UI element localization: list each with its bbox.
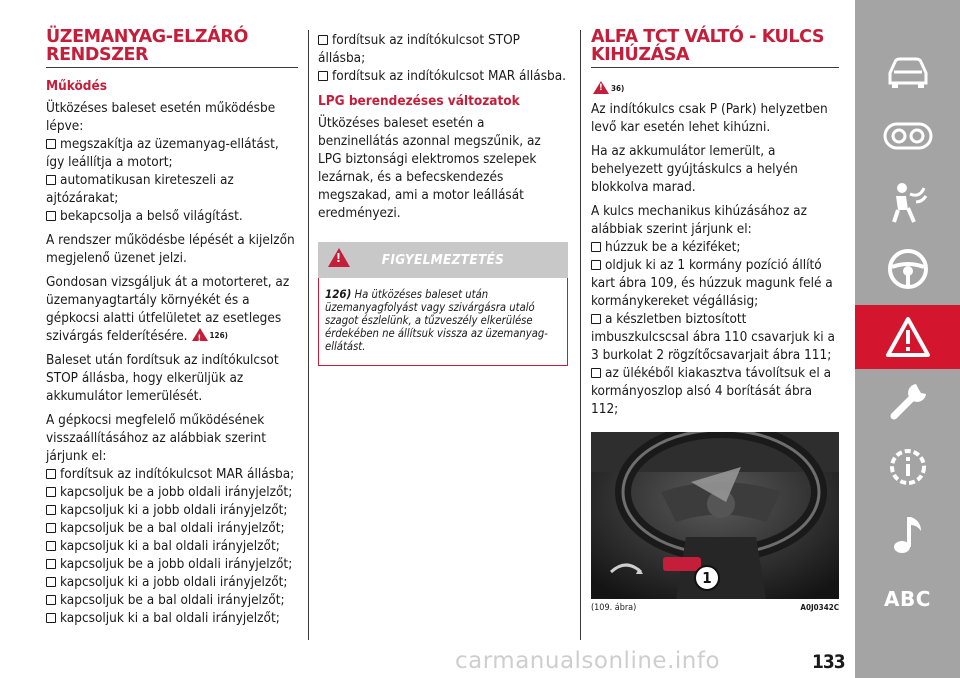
paragraph-park: Az indítókulcs csak P (Park) helyzetben levő kar esetén lehet kihúzni. — [591, 101, 828, 135]
list-item — [46, 519, 298, 537]
list-item-text: oldjuk ki az 1 kormány pozíció állító kart ábra 109, és húzzuk magunk felé a kormánykereket végállásig; — [591, 257, 833, 309]
figure-marker-1 — [694, 565, 720, 591]
checkbox-bullet-icon — [46, 577, 56, 587]
column-fuel-cutoff — [46, 28, 298, 633]
sidebar-item-driving[interactable] — [855, 238, 960, 300]
list-item-text: kapcsoljuk be a bal oldali irányjelzőt; — [60, 520, 285, 536]
list-item-text: fordítsuk az indítókulcsot MAR állásba. — [332, 68, 567, 84]
list-item-text: kapcsoljuk ki a bal oldali irányjelzőt; — [60, 610, 280, 626]
checkbox-bullet-icon — [46, 541, 56, 551]
column-divider — [308, 30, 309, 640]
reference-row — [591, 78, 839, 94]
car-icon — [886, 55, 930, 89]
warning-ref[interactable]: 36) — [611, 84, 625, 93]
checkbox-bullet-icon — [318, 71, 328, 81]
checkbox-bullet-icon — [591, 242, 601, 252]
list-item-text: kapcsoljuk be a jobb oldali irányjelzőt; — [60, 556, 293, 572]
checkbox-bullet-icon — [46, 613, 56, 623]
list-item — [46, 483, 298, 501]
list-item-text: a készletben biztosított imbuszkulcscsal ábra 110 csavarjuk ki a 3 burkolat 2 rögzítőcsavarjait ábra 111; — [591, 311, 835, 363]
list-item — [591, 364, 839, 418]
list-item-text: megszakítja az üzemanyag-ellátást, így leállítja a motort; — [46, 136, 279, 170]
list-item-text: automatikusan kireteszeli az ajtózárakat; — [46, 172, 234, 206]
list-item — [46, 591, 298, 609]
list-item — [46, 573, 298, 591]
list-item-text: fordítsuk az indítókulcsot STOP állásba; — [318, 32, 520, 66]
list-item-text: fordítsuk az indítókulcsot MAR állásba; — [60, 466, 295, 482]
restore-steps-continued — [318, 31, 568, 85]
watermark: carmanualsonline.info — [455, 648, 721, 674]
warning-box — [318, 242, 568, 366]
checkbox-bullet-icon — [46, 139, 56, 149]
sidebar-item-multimedia[interactable] — [855, 505, 960, 563]
inspect-text: Gondosan vizsgáljuk át a motorteret, az üzemanyagtartály környékét és a gépkocsi alatti útfelületet az esetleges szivárgás felderítésére. — [46, 274, 290, 344]
column-tct-key — [591, 28, 839, 613]
paragraph-battery: Ha az akkumulátor lemerült, a behelyezett gyújtáskulcs a helyén blokkolva marad. — [591, 143, 798, 195]
sidebar-item-maintenance[interactable] — [855, 372, 960, 432]
subheading-operation: Működés — [46, 78, 107, 94]
list-item-text: húzzuk be a kéziféket; — [605, 239, 741, 255]
list-item — [46, 135, 298, 171]
restore-steps-list — [46, 465, 298, 627]
seatbelt-person-icon — [886, 180, 930, 224]
paragraph-restore: A gépkocsi megfelelő működésének visszaállításához az alábbiak szerint járjunk el: — [46, 412, 266, 464]
paragraph-display-message: A rendszer működésbe lépését a kijelzőn megjelenő üzenet jelzi. — [46, 232, 295, 266]
sidebar-item-dashboard[interactable] — [855, 108, 960, 164]
section-title-fuel-cutoff: ÜZEMANYAG-ELZÁRÓ RENDSZER — [46, 28, 298, 68]
figure-caption: (109. ábra) — [591, 603, 637, 613]
sidebar-item-safety[interactable] — [855, 172, 960, 232]
warning-triangle-icon — [885, 316, 931, 358]
action-list — [46, 135, 298, 225]
list-item — [46, 501, 298, 519]
checkbox-bullet-icon — [46, 523, 56, 533]
figure-caption-row — [591, 603, 839, 613]
checkbox-bullet-icon — [591, 260, 601, 270]
checkbox-bullet-icon — [46, 505, 56, 515]
section-title-tct: ALFA TCT VÁLTÓ - KULCS KIHÚZÁSA — [591, 28, 839, 68]
warning-text: Ha ütközéses baleset után üzemanyagfolyást vagy szivárgásra utaló szagot észlelünk, a tűzveszély elkerülése érdekében ne állítsuk vissza az üzemanyag-ellátást. — [325, 288, 548, 353]
checkbox-bullet-icon — [46, 211, 56, 221]
column-divider — [580, 30, 581, 640]
warning-triangle-icon — [192, 328, 208, 341]
paragraph-lpg: Ütközéses baleset esetén a benzinellátás azonnal megszűnik, az LPG biztonsági elektromos szelepek lezárnak, és a befecskendezés megszakad, ami a motor leállását eredményezi. — [318, 115, 541, 221]
figure-code: A0J0342C — [800, 603, 839, 612]
list-item-text: kapcsoljuk ki a jobb oldali irányjelzőt; — [60, 574, 288, 590]
list-item — [46, 609, 298, 627]
list-item — [46, 171, 298, 207]
index-label: ABC — [884, 587, 931, 611]
list-item — [318, 31, 568, 67]
list-item — [591, 238, 839, 256]
list-item-text: kapcsoljuk ki a bal oldali irányjelzőt; — [60, 538, 280, 554]
warning-body — [318, 278, 568, 366]
sidebar-item-technical-data[interactable] — [855, 436, 960, 498]
warning-number: 126) — [325, 287, 352, 301]
list-item-text: az ülékéből kiakasztva távolítsuk el a kormányoszlop alsó 4 borítását ábra 112; — [591, 365, 832, 417]
sidebar-item-index[interactable] — [855, 582, 960, 616]
list-item — [46, 465, 298, 483]
steering-wheel-icon — [886, 247, 930, 291]
sidebar-item-car[interactable] — [855, 44, 960, 100]
warning-ref[interactable]: 126) — [209, 331, 228, 340]
chapter-sidebar — [855, 0, 960, 678]
music-note-icon — [890, 513, 926, 555]
figure-steering-column — [591, 432, 839, 599]
page-number: 133 — [812, 651, 845, 673]
list-item — [46, 537, 298, 555]
column-lpg — [318, 31, 568, 366]
list-item — [46, 207, 298, 225]
checkbox-bullet-icon — [591, 314, 601, 324]
list-item — [46, 555, 298, 573]
list-item — [591, 310, 839, 364]
checkbox-bullet-icon — [46, 469, 56, 479]
warning-triangle-icon — [328, 248, 350, 267]
paragraph-inspect — [46, 273, 298, 345]
list-item — [591, 256, 839, 310]
list-item-text: kapcsoljuk be a jobb oldali irányjelzőt; — [60, 484, 293, 500]
intro-paragraph: Ütközéses baleset esetén működésbe lépve: — [46, 100, 276, 134]
marker-label: 1 — [702, 569, 712, 587]
checkbox-bullet-icon — [318, 35, 328, 45]
list-item — [318, 67, 568, 85]
list-item-text: kapcsoljuk be a bal oldali irányjelzőt; — [60, 592, 285, 608]
list-item-text: bekapcsolja a belső világítást. — [60, 208, 243, 224]
sidebar-item-emergency[interactable] — [855, 305, 960, 369]
subheading-lpg: LPG berendezéses változatok — [318, 93, 520, 109]
paragraph-key-stop: Baleset után fordítsuk az indítókulcsot STOP állásba, hogy elkerüljük az akkumulátor lemerülését. — [46, 352, 279, 404]
key-removal-steps — [591, 238, 839, 418]
checkbox-bullet-icon — [591, 368, 601, 378]
checkbox-bullet-icon — [46, 595, 56, 605]
checkbox-bullet-icon — [46, 559, 56, 569]
warning-header — [318, 242, 568, 278]
checkbox-bullet-icon — [46, 487, 56, 497]
info-gear-icon — [885, 444, 931, 490]
wrench-icon — [886, 380, 930, 424]
list-item-text: kapcsoljuk ki a jobb oldali irányjelzőt; — [60, 502, 288, 518]
warning-triangle-icon — [593, 81, 609, 94]
paragraph-mechanical: A kulcs mechanikus kihúzásához az alábbiak szerint járjunk el: — [591, 203, 807, 237]
warning-title: FIGYELMEZTETÉS — [381, 252, 505, 268]
dashboard-gauges-icon — [883, 121, 933, 151]
checkbox-bullet-icon — [46, 175, 56, 185]
